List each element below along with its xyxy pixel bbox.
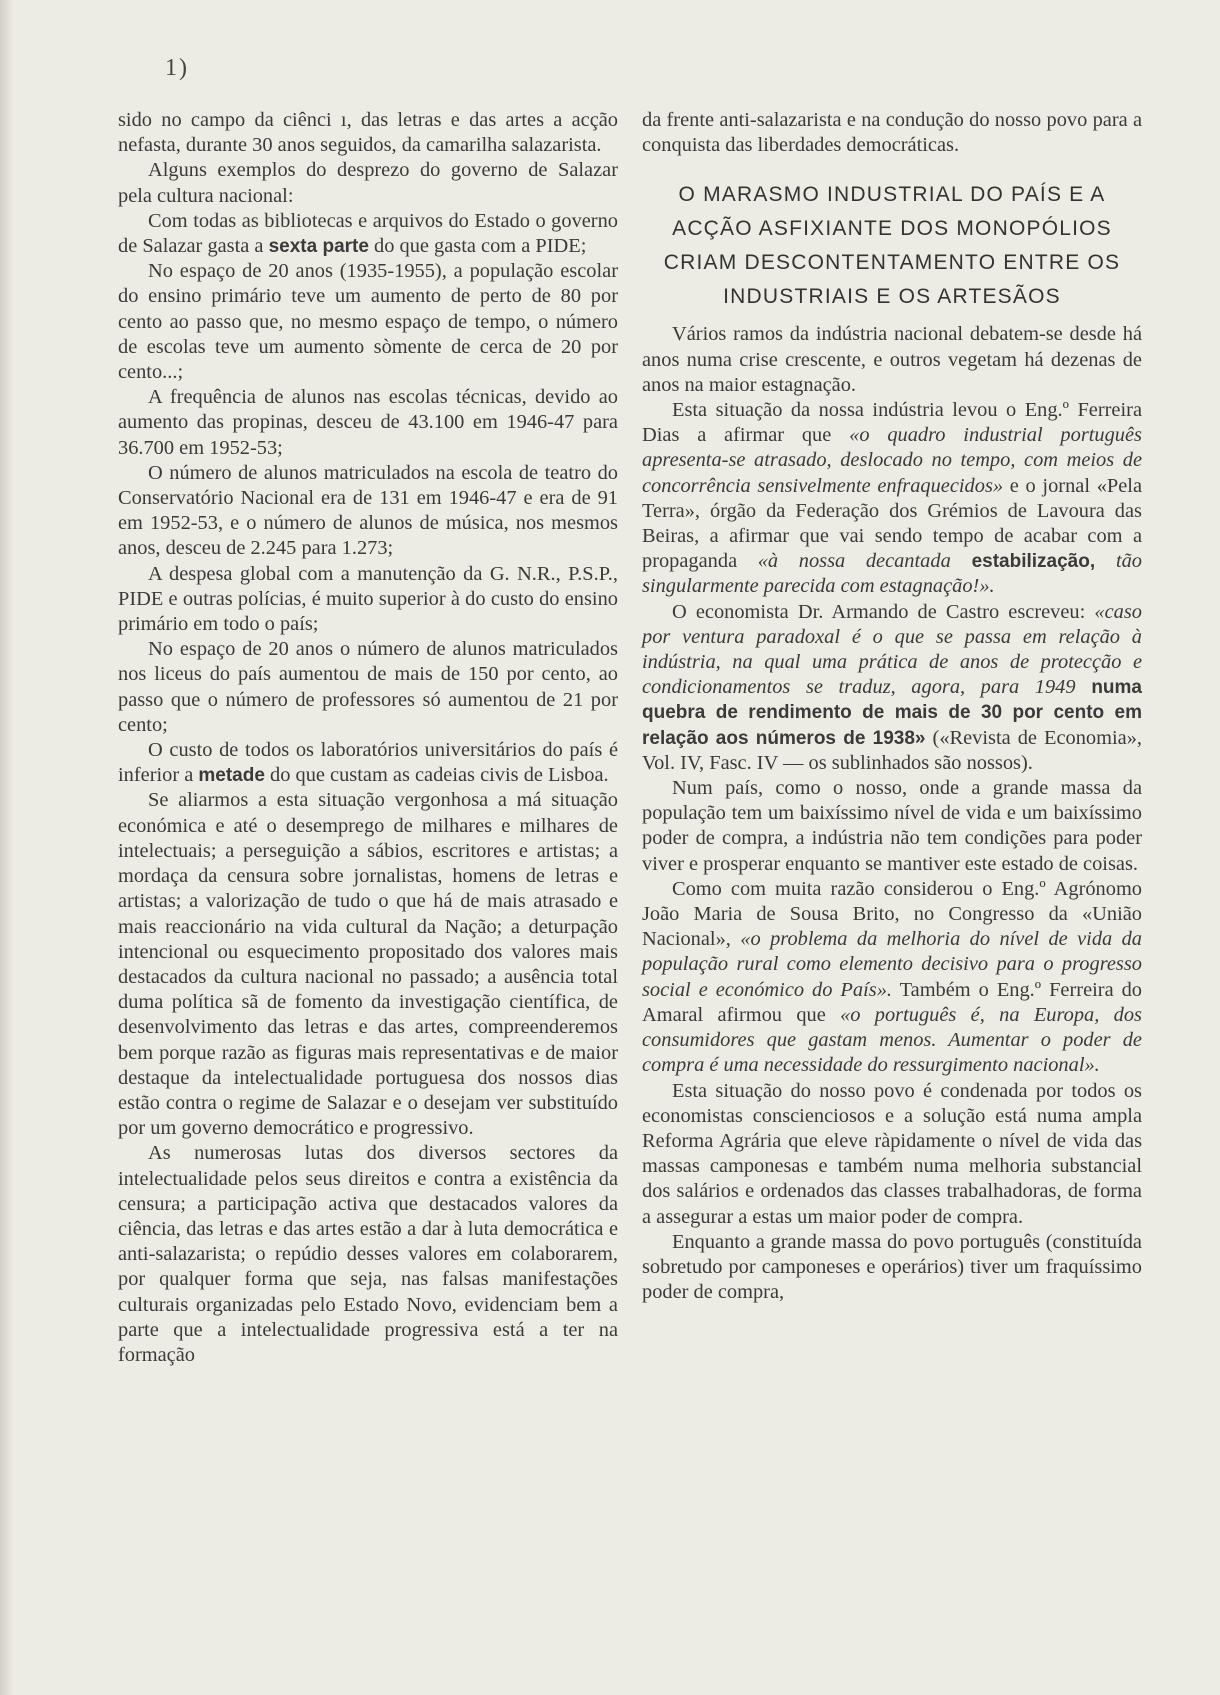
page-number: 1) xyxy=(165,55,189,81)
paragraph: Alguns exemplos do desprezo do governo de Salazar pela cultura nacional: xyxy=(118,159,618,207)
text: O custo de todos os laboratórios universitários do país é inferior a xyxy=(118,739,618,787)
paragraph xyxy=(118,738,618,788)
text: Como com muita razão considerou o Eng.º Agrónomo João Maria de Sousa Brito, no Congresso da «União Nacional», xyxy=(642,877,1142,951)
paragraph xyxy=(642,600,1142,776)
left-column xyxy=(118,108,618,1368)
italic-quote: tão singularmente parecida com estagnação!». xyxy=(642,550,1142,598)
paragraph: Vários ramos da indústria nacional debatem-se desde há anos numa crise crescente, e outros vegetam há dezenas de anos na maior estagnação. xyxy=(642,323,1142,396)
text: do que custam as cadeias civis de Lisboa. xyxy=(264,764,609,787)
text: Esta situação da nossa indústria levou o Eng.º Ferreira Dias a afirmar que xyxy=(642,399,1142,447)
text: O economista Dr. Armando de Castro escreveu: xyxy=(672,600,1095,623)
text: do que gasta com a PIDE; xyxy=(368,235,587,258)
paragraph: As numerosas lutas dos diversos sectores da intelectualidade pelos seus direitos e contra a existência da censura; a participação activa que destacados valores da ciência, das letras e das artes estão a dar à luta democrática e anti-salazarista; o repúdio desses valores em colaborarem, por qualquer forma que seja, nas falsas manifestações culturais organizadas pelo Estado Novo, evidenciam bem a parte que a intelectualidade progressiva está a ter na formação xyxy=(118,1142,618,1366)
text: e o jornal «Pela Terra», órgão da Federação dos Grémios de Lavoura das Beiras, a afirmar que vai sendo tempo de acabar com a propaganda xyxy=(642,474,1142,573)
heading-line: CRIAM DESCONTENTAMENTO ENTRE OS xyxy=(663,251,1121,275)
paragraph xyxy=(118,209,618,259)
paragraph xyxy=(642,398,1142,600)
italic-quote: «o problema da melhoria do nível de vida da população rural como elemento decisivo para o progresso social e económico do País». xyxy=(642,928,1142,1001)
paragraph: Enquanto a grande massa do povo português (constituída sobretudo por camponeses e operários) tiver um fraquíssimo poder de compra, xyxy=(642,1230,1142,1304)
heading-line: INDUSTRIAIS E OS ARTESÃOS xyxy=(723,285,1061,309)
paragraph: sido no campo da ciênci ı, das letras e das artes a acção nefasta, durante 30 anos seguidos, da camarilha salazarista. xyxy=(118,109,618,157)
bold-text: sexta parte xyxy=(268,236,369,258)
paragraph: A frequência de alunos nas escolas técnicas, devido ao aumento das propinas, desceu de 43.100 em 1946-47 para 36.700 em 1952-53; xyxy=(118,386,618,459)
italic-quote: «o quadro industrial português apresenta-se atrasado, deslocado no tempo, com meios de concorrência sensivelmente enfraquecidos» xyxy=(642,424,1142,497)
page-edge-shadow xyxy=(0,0,14,1695)
paragraph: No espaço de 20 anos (1935-1955), a população escolar do ensino primário teve um aumento de perto de 80 por cento ao passo que, no mesmo espaço de tempo, o número de escolas teve um aumento sòmente de cerca de 20 por cento...; xyxy=(118,260,618,384)
paragraph: O número de alunos matriculados na escola de teatro do Conservatório Nacional era de 131 em 1946-47 e era de 91 em 1952-53, e o número de alunos de música, nos mesmos anos, desceu de 2.245 para 1.273; xyxy=(118,461,618,560)
paragraph: Num país, como o nosso, onde a grande massa da população tem um baixíssimo nível de vida e um baixíssimo poder de compra, a indústria não tem condições para poder viver e prosperar enquanto se mantiver este estado de coisas. xyxy=(642,777,1142,875)
bold-text: metade xyxy=(198,765,265,787)
paragraph xyxy=(642,877,1142,1079)
heading-line: ACÇÃO ASFIXIANTE DOS MONOPÓLIOS xyxy=(672,217,1112,241)
text: Também o Eng.º Ferreira do Amaral afirmou que xyxy=(642,978,1143,1026)
paragraph: Esta situação do nosso povo é condenada por todos os economistas conscienciosos e a solução está numa ampla Reforma Agrária que eleve ràpidamente o nível de vida das massas camponesas e também numa melhoria substancial dos salários e ordenados das classes trabalhadoras, de forma a assegurar a estas um maior poder de compra. xyxy=(642,1079,1142,1228)
section-heading xyxy=(642,178,1142,314)
text: («Revista de Economia», Vol. IV, Fasc. IV — os sublinhados são nossos). xyxy=(642,726,1142,774)
paragraph: No espaço de 20 anos o número de alunos matriculados nos liceus do país aumentou de mais de 150 por cento, ao passo que o número de professores só aumentou de 21 por cento; xyxy=(118,638,618,736)
paragraph: A despesa global com a manutenção da G. N.R., P.S.P., PIDE e outras polícias, é muito superior à do custo do ensino primário em todo o país; xyxy=(118,562,618,636)
paragraph: da frente anti-salazarista e na condução do nosso povo para a conquista das liberdades democráticas. xyxy=(642,109,1142,157)
italic-quote: «à nossa decantada xyxy=(757,550,951,573)
italic-quote: «caso por ventura paradoxal é o que se passa em relação à indústria, na qual uma prática de anos de protecção e condicionamentos se traduz, agora, para 1949 xyxy=(642,600,1142,699)
right-column xyxy=(642,108,1142,1305)
paragraph: Se aliarmos a esta situação vergonhosa a má situação económica e até o desemprego de milhares e milhares de intelectuais; a perseguição a sábios, escritores e artistas; a mordaça da censura sobre jornalistas, homens de letras e artistas; a valorização de tudo o que há de mais atrasado e mais reaccionário na vida cultural da Nação; a deturpação intencional ou esquecimento propositado dos valores mais destacados da cultura nacional no passado; a ausência total duma política sã de fomento da investigação científica, de desenvolvimento das letras e das artes, compreenderemos bem porque razão as figuras mais representativas e de maior destaque da intelectualidade portuguesa dos nossos dias estão contra o regime de Salazar e o desejam ver substituído por um governo democrático e progressivo. xyxy=(118,789,618,1140)
bold-text: estabilização, xyxy=(950,551,1116,573)
heading-line: O MARASMO INDUSTRIAL DO PAÍS E A xyxy=(678,183,1106,207)
bold-text: numa quebra de rendimento de mais de 30 por cento em relação aos números de 1938» xyxy=(642,677,1142,749)
italic-quote: «o português é, na Europa, dos consumidores que gastam menos. Aumentar o poder de compra é uma necessidade do ressurgimento nacional». xyxy=(642,1003,1142,1077)
text: Com todas as bibliotecas e arquivos do Estado o governo de Salazar gasta a xyxy=(118,209,618,258)
